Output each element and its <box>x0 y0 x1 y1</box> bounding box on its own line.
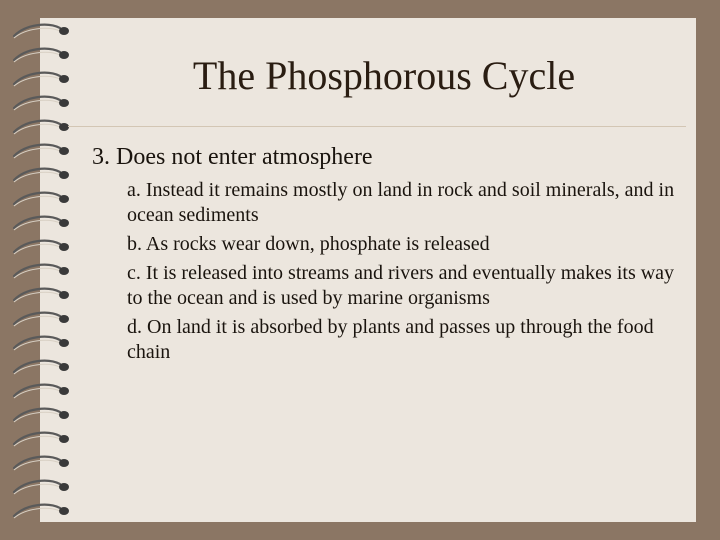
binding-ring <box>14 313 69 326</box>
binding-ring <box>14 289 69 302</box>
binding-ring <box>14 457 69 470</box>
binding-ring <box>14 241 69 254</box>
binding-ring <box>14 265 69 278</box>
binding-ring <box>14 337 69 350</box>
binding-ring <box>14 433 69 446</box>
list-item: d. On land it is absorbed by plants and passes up through the food chain <box>127 316 654 363</box>
binding-ring <box>14 481 69 494</box>
binding-ring <box>14 145 69 158</box>
list-item: a. Instead it remains mostly on land in rock and soil minerals, and in ocean sediments <box>127 179 675 226</box>
list-item: c. It is released into streams and rivers and eventually makes its way to the ocean and is used by marine organisms <box>127 262 675 309</box>
binding-ring <box>14 217 69 230</box>
binding-ring <box>14 409 69 422</box>
slide-title: The Phosphorous Cycle <box>192 53 576 98</box>
title-divider <box>68 126 686 127</box>
bullet-list <box>127 178 687 369</box>
binding-ring <box>14 361 69 374</box>
binding-ring <box>14 385 69 398</box>
binding-ring <box>14 193 69 206</box>
binding-ring <box>14 25 69 38</box>
binding-ring <box>14 505 69 518</box>
binding-ring <box>14 121 69 134</box>
binding-ring <box>14 169 69 182</box>
slide-heading: 3. Does not enter atmosphere <box>92 144 373 170</box>
list-item: b. As rocks wear down, phosphate is released <box>127 233 490 255</box>
